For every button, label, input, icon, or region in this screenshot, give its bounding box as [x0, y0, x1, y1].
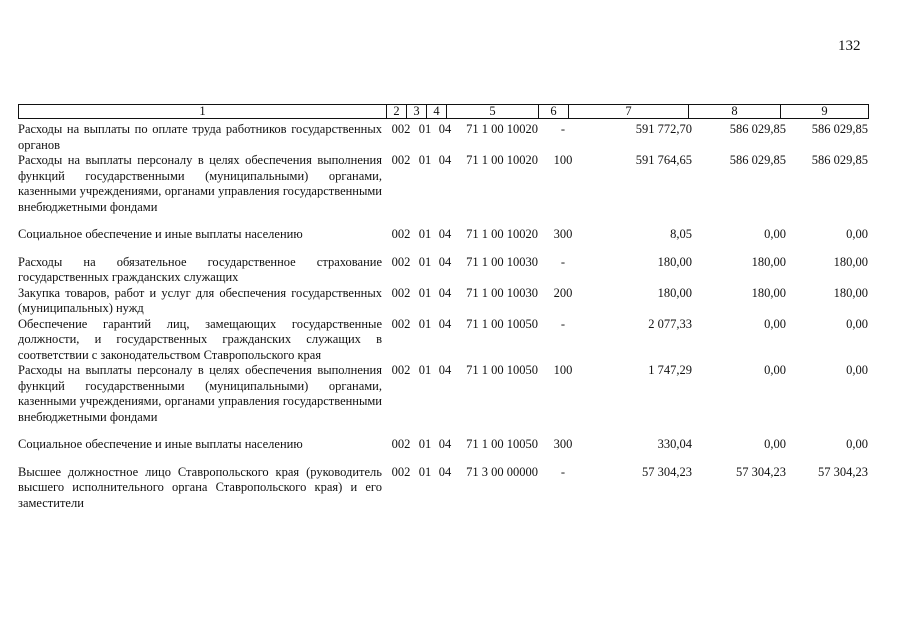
- cell-col9: 586 029,85: [811, 122, 868, 136]
- cell-col4: 04: [438, 227, 452, 241]
- column-number: 5: [447, 105, 539, 119]
- column-number: 9: [781, 105, 869, 119]
- cell-col6: -: [560, 464, 566, 479]
- cell-col9: 0,00: [846, 316, 868, 331]
- row-description: Социальное обеспечение и иные выплаты населению: [18, 437, 303, 451]
- budget-table: [18, 122, 878, 511]
- column-number: 7: [569, 105, 689, 119]
- table-row: [18, 153, 878, 215]
- cell-col3: 01: [418, 254, 432, 269]
- table-row: [18, 437, 878, 453]
- cell-col7: 330,04: [657, 437, 692, 451]
- cell-col8: 57 304,23: [736, 464, 786, 479]
- table-row: [18, 122, 878, 153]
- column-number: 3: [407, 105, 427, 119]
- row-description: Социальное обеспечение и иные выплаты населению: [18, 227, 303, 241]
- page-number: 132: [838, 38, 861, 54]
- cell-col6: 300: [553, 227, 573, 241]
- cell-col9: 586 029,85: [811, 153, 868, 167]
- cell-col2: 002: [391, 363, 411, 377]
- cell-col7: 591 764,65: [635, 153, 692, 167]
- cell-col3: 01: [418, 363, 432, 377]
- cell-col4: 04: [438, 363, 452, 377]
- row-description: Высшее должностное лицо Ставропольского края (руководитель высшего исполнительного органа Ставропольского края) и его заместители: [18, 464, 382, 510]
- table-row: [18, 255, 878, 286]
- cell-col7: 591 772,70: [635, 122, 692, 136]
- row-description: Обеспечение гарантий лиц, замещающих государственные должности, и государственных гражданских служащих в соответствии с законодательством Ставропольского края: [18, 316, 382, 362]
- column-number: 6: [539, 105, 569, 119]
- cell-col8: 0,00: [764, 363, 786, 377]
- cell-col2: 002: [391, 254, 411, 269]
- cell-col8: 586 029,85: [729, 153, 786, 167]
- cell-col4: 04: [438, 285, 452, 300]
- cell-col8: 586 029,85: [729, 122, 786, 136]
- cell-col4: 04: [438, 316, 452, 331]
- cell-col8: 0,00: [764, 227, 786, 241]
- cell-col5: 71 1 00 10020: [466, 153, 538, 167]
- row-description: Закупка товаров, работ и услуг для обеспечения государственных (муниципальных) нужд: [18, 285, 382, 315]
- cell-col5: 71 3 00 00000: [466, 464, 538, 479]
- cell-col5: 71 1 00 10030: [466, 285, 538, 300]
- cell-col5: 71 1 00 10050: [466, 363, 538, 377]
- cell-col4: 04: [438, 122, 452, 136]
- row-description: Расходы на выплаты персоналу в целях обеспечения выполнения функций государственными (муниципальными) органами, казенными учреждениями, органами управления государственными внебюджетными фондами: [18, 363, 382, 424]
- cell-col2: 002: [391, 227, 411, 241]
- cell-col3: 01: [418, 122, 432, 136]
- cell-col6: -: [560, 316, 566, 331]
- column-number: 4: [427, 105, 447, 119]
- cell-col9: 0,00: [846, 363, 868, 377]
- cell-col7: 180,00: [657, 285, 692, 300]
- cell-col6: 100: [553, 153, 573, 167]
- cell-col7: 1 747,29: [648, 363, 692, 377]
- cell-col3: 01: [418, 464, 432, 479]
- cell-col5: 71 1 00 10050: [466, 316, 538, 331]
- table-row: [18, 363, 878, 425]
- column-number: 8: [689, 105, 781, 119]
- cell-col3: 01: [418, 227, 432, 241]
- cell-col5: 71 1 00 10030: [466, 254, 538, 269]
- cell-col7: 2 077,33: [648, 316, 692, 331]
- cell-col5: 71 1 00 10020: [466, 227, 538, 241]
- cell-col8: 0,00: [764, 437, 786, 451]
- cell-col6: 100: [553, 363, 573, 377]
- column-header-table: [18, 104, 869, 119]
- cell-col6: -: [560, 254, 566, 269]
- cell-col3: 01: [418, 285, 432, 300]
- row-description: Расходы на выплаты персоналу в целях обеспечения выполнения функций государственными (муниципальными) органами, казенными учреждениями, органами управления государственными внебюджетными фондами: [18, 153, 382, 214]
- table-row: [18, 286, 878, 317]
- cell-col7: 180,00: [657, 254, 692, 269]
- cell-col9: 180,00: [833, 285, 868, 300]
- cell-col2: 002: [391, 153, 411, 167]
- cell-col8: 180,00: [751, 254, 786, 269]
- cell-col4: 04: [438, 153, 452, 167]
- table-row: [18, 465, 878, 512]
- cell-col2: 002: [391, 437, 411, 451]
- column-number: 2: [387, 105, 407, 119]
- column-number: 1: [19, 105, 387, 119]
- cell-col9: 0,00: [846, 227, 868, 241]
- cell-col2: 002: [391, 122, 411, 136]
- cell-col9: 57 304,23: [818, 464, 868, 479]
- cell-col2: 002: [391, 316, 411, 331]
- table-row: [18, 227, 878, 243]
- cell-col7: 8,05: [670, 227, 692, 241]
- cell-col4: 04: [438, 437, 452, 451]
- row-description: Расходы на обязательное государственное страхование государственных гражданских служащих: [18, 254, 382, 284]
- cell-col8: 180,00: [751, 285, 786, 300]
- cell-col8: 0,00: [764, 316, 786, 331]
- row-description: Расходы на выплаты по оплате труда работников государственных органов: [18, 122, 382, 152]
- cell-col3: 01: [418, 153, 432, 167]
- cell-col2: 002: [391, 285, 411, 300]
- cell-col3: 01: [418, 316, 432, 331]
- cell-col6: -: [560, 122, 566, 136]
- cell-col9: 180,00: [833, 254, 868, 269]
- cell-col5: 71 1 00 10050: [466, 437, 538, 451]
- cell-col3: 01: [418, 437, 432, 451]
- cell-col6: 200: [553, 285, 573, 300]
- cell-col2: 002: [391, 464, 411, 479]
- cell-col5: 71 1 00 10020: [466, 122, 538, 136]
- cell-col9: 0,00: [846, 437, 868, 451]
- cell-col4: 04: [438, 464, 452, 479]
- cell-col4: 04: [438, 254, 452, 269]
- cell-col6: 300: [553, 437, 573, 451]
- column-number-row: [19, 105, 869, 119]
- table-row: [18, 317, 878, 364]
- cell-col7: 57 304,23: [642, 464, 692, 479]
